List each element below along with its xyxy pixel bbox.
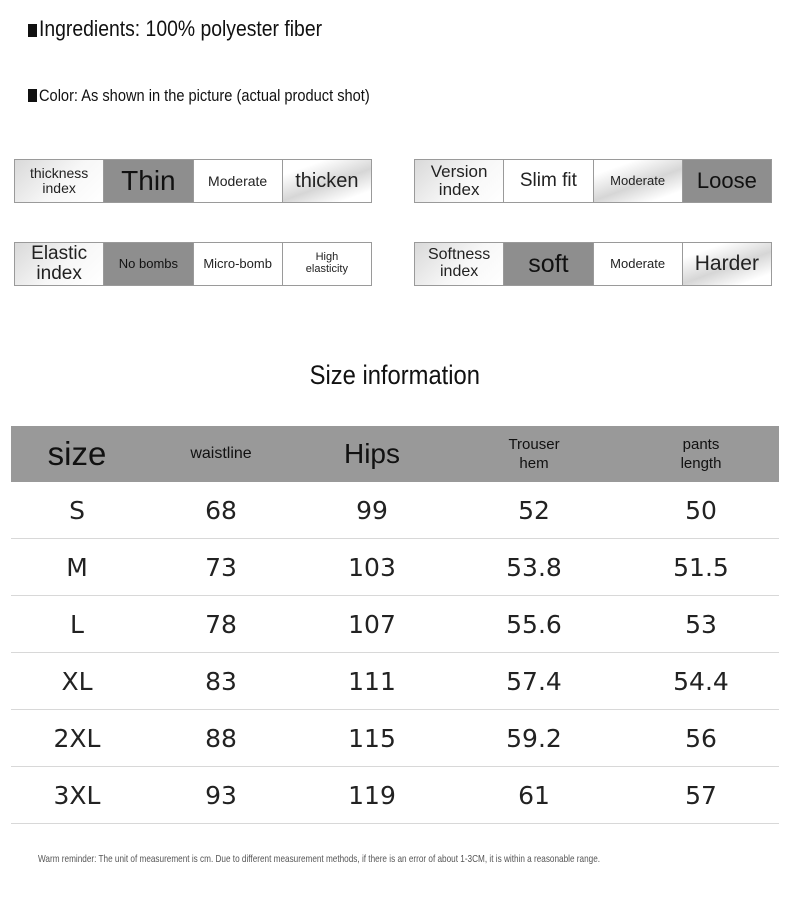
- cell-pants-length: 56: [623, 710, 779, 767]
- version-option-loose: Loose: [683, 160, 771, 202]
- cell-size: 3XL: [11, 767, 143, 824]
- version-index-row: [414, 159, 772, 203]
- header-trouser-hem: Trouser hem: [445, 426, 623, 482]
- softness-option-soft: soft: [504, 243, 593, 285]
- cell-waistline: 93: [143, 767, 299, 824]
- softness-option-moderate: Moderate: [594, 243, 683, 285]
- size-table-header: [11, 426, 779, 482]
- cell-size: S: [11, 482, 143, 539]
- thickness-option-moderate: Moderate: [194, 160, 283, 202]
- cell-hips: 107: [299, 596, 445, 653]
- cell-pants-length: 53: [623, 596, 779, 653]
- cell-trouser-hem: 59.2: [445, 710, 623, 767]
- cell-trouser-hem: 52: [445, 482, 623, 539]
- cell-waistline: 68: [143, 482, 299, 539]
- size-information-title: Size information: [309, 360, 481, 390]
- cell-size: 2XL: [11, 710, 143, 767]
- elastic-index-row: [14, 242, 372, 286]
- thickness-index-label: thickness index: [15, 160, 104, 202]
- cell-trouser-hem: 61: [445, 767, 623, 824]
- header-waistline: waistline: [143, 426, 299, 482]
- table-row: [11, 710, 779, 767]
- cell-trouser-hem: 55.6: [445, 596, 623, 653]
- thickness-index-row: [14, 159, 372, 203]
- cell-pants-length: 57: [623, 767, 779, 824]
- ingredients-line: [28, 16, 361, 42]
- elastic-option-no-bombs: No bombs: [104, 243, 193, 285]
- color-line: [28, 86, 424, 106]
- elastic-option-high-elasticity: High elasticity: [283, 243, 371, 285]
- elastic-option-micro-bomb: Micro-bomb: [194, 243, 283, 285]
- cell-pants-length: 54.4: [623, 653, 779, 710]
- header-size: size: [11, 426, 143, 482]
- table-row: [11, 653, 779, 710]
- table-row: [11, 539, 779, 596]
- cell-size: XL: [11, 653, 143, 710]
- softness-option-harder: Harder: [683, 243, 771, 285]
- cell-trouser-hem: 57.4: [445, 653, 623, 710]
- cell-waistline: 88: [143, 710, 299, 767]
- version-option-slim-fit: Slim fit: [504, 160, 593, 202]
- cell-waistline: 83: [143, 653, 299, 710]
- cell-size: M: [11, 539, 143, 596]
- ingredients-text: Ingredients: 100% polyester fiber: [39, 16, 323, 41]
- table-row: [11, 767, 779, 824]
- size-table: [11, 426, 779, 824]
- elastic-index-label: Elastic index: [15, 243, 104, 285]
- cell-waistline: 73: [143, 539, 299, 596]
- table-row: [11, 482, 779, 539]
- thickness-option-thin: Thin: [104, 160, 193, 202]
- softness-index-label: Softness index: [415, 243, 504, 285]
- cell-pants-length: 51.5: [623, 539, 779, 596]
- cell-size: L: [11, 596, 143, 653]
- cell-trouser-hem: 53.8: [445, 539, 623, 596]
- version-index-label: Version index: [415, 160, 504, 202]
- header-pants-length: pants length: [623, 426, 779, 482]
- cell-hips: 103: [299, 539, 445, 596]
- cell-pants-length: 50: [623, 482, 779, 539]
- bullet-icon: [28, 24, 37, 37]
- thickness-option-thicken: thicken: [283, 160, 371, 202]
- bullet-icon: [28, 89, 37, 102]
- table-row: [11, 596, 779, 653]
- cell-hips: 111: [299, 653, 445, 710]
- cell-hips: 115: [299, 710, 445, 767]
- cell-hips: 99: [299, 482, 445, 539]
- header-hips: Hips: [299, 426, 445, 482]
- color-text: Color: As shown in the picture (actual product shot): [39, 86, 370, 105]
- cell-waistline: 78: [143, 596, 299, 653]
- version-option-moderate: Moderate: [594, 160, 683, 202]
- cell-hips: 119: [299, 767, 445, 824]
- measurement-reminder: Warm reminder: The unit of measurement is cm. Due to different measurement methods, if there is an error of about 1-3CM, it is within a reasonable range.: [38, 853, 601, 865]
- softness-index-row: [414, 242, 772, 286]
